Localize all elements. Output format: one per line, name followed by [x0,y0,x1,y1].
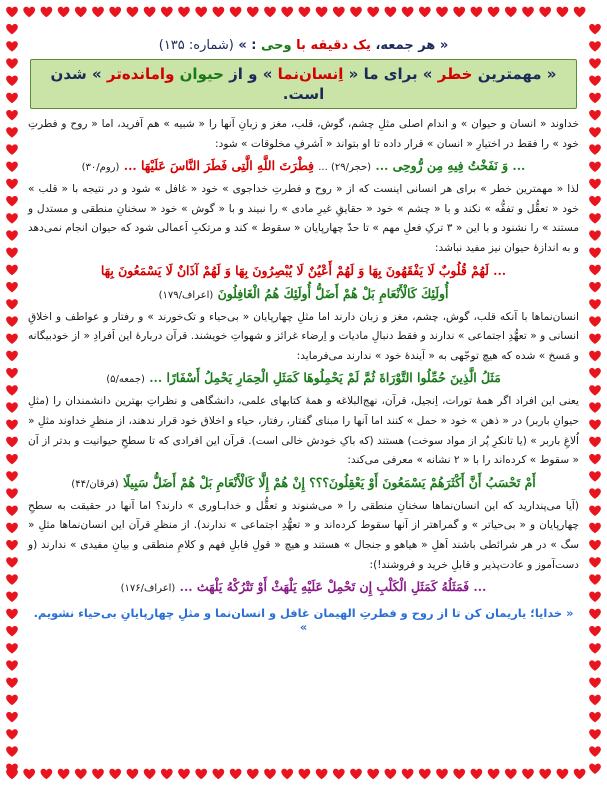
heart-icon [316,769,328,779]
title-lagging: وامانده‌تر [106,65,175,83]
heart-icon [161,7,173,17]
heart-icon [557,7,569,17]
heart-icon [522,769,534,779]
heart-icon [488,7,500,17]
heart-icon [333,769,345,779]
heart-icon [6,506,18,516]
heart-icon [589,678,601,688]
heart-icon [178,769,190,779]
heart-icon [6,93,18,103]
title-box [30,59,577,109]
title-animal: حیوان [179,65,224,83]
heart-icon [6,58,18,68]
heart-icon [6,76,18,86]
ayah-text: ... لَهُمْ قُلُوبٌ لَا يَفْقَهُونَ بِهَا وَ لَهُمْ أَعْيُنٌ لَا يُبْصِرُونَ بِهَا وَ لَهُمْ آذَانٌ لَا يَسْمَعُونَ بِهَا [100,262,507,278]
heart-icon [589,574,601,584]
ayah-5 [28,472,579,496]
heart-icon [367,7,379,17]
heart-icon [589,764,601,774]
heart-icon [589,506,601,516]
heart-icon [589,471,601,481]
heart-icon [6,402,18,412]
heart-icon [522,7,534,17]
heart-icon [589,179,601,189]
heart-icon [6,592,18,602]
ayah-text: فِطْرَتَ اللَّهِ الَّتِى فَطَرَ النَّاسَ عَلَيْهَا ... [123,158,314,174]
heart-icon [264,7,276,17]
header-wahy: وحی [261,38,292,53]
heart-icon [23,769,35,779]
ayah-reference: (جمعه/۵) [106,374,145,386]
heart-icon [589,557,601,567]
heart-icon [589,144,601,154]
heart-icon [6,265,18,275]
heart-icon [6,144,18,154]
ayah-reference: (حجر/۲۹) ... [318,162,372,174]
heart-icon [589,265,601,275]
heart-icon [589,368,601,378]
heart-icon [41,7,53,17]
heart-icon [6,351,18,361]
heart-icon [161,769,173,779]
heart-icon [589,230,601,240]
heart-icon [6,162,18,172]
heart-icon [589,282,601,292]
heart-icon [589,695,601,705]
title-part: » برای ما « [348,65,433,83]
heart-icon [92,7,104,17]
heart-icon [92,769,104,779]
heart-icon [58,769,70,779]
heart-icon [247,7,259,17]
ayah-reference: (اعراف/۱۷۹) [158,289,214,301]
heart-icon [6,729,18,739]
heart-icon [75,7,87,17]
heart-icon [6,248,18,258]
heart-icon [589,41,601,51]
heart-icon [589,488,601,498]
heart-icon [589,351,601,361]
heart-icon [6,282,18,292]
heart-icon [144,7,156,17]
heart-icon [350,7,362,17]
heart-icon [6,24,18,34]
heart-icon [589,24,601,34]
heart-icon [589,420,601,430]
heart-icon [316,7,328,17]
heart-icon [402,769,414,779]
closing-prayer: « خدایا؛ یاریمان کن تا از روح و فطرتِ الهیمان غافل و انسان‌نما و مثلِ چهارپایانِ بی‌حیاء نشویم. » [33,606,574,635]
ayah-text: أَمْ تَحْسَبُ أَنَّ أَكْثَرَهُمْ يَسْمَعُونَ أَوْ يَعْقِلُونَ؟؟؟ إِنْ هُمْ إِلَّا كَالْأَنْعَامِ بَلْ هُمْ أَضَلُّ سَبِيلًا [123,474,536,490]
heart-icon [6,196,18,206]
heart-icon [589,76,601,86]
heart-icon [6,678,18,688]
title-human-like: اِنسان‌نما [277,65,344,83]
heart-icon [589,316,601,326]
heart-icon [109,7,121,17]
heart-icon [6,385,18,395]
heart-icon [557,769,569,779]
heart-icon [6,712,18,722]
heart-icon [589,609,601,619]
heart-icon [589,196,601,206]
heart-icon [436,769,448,779]
heart-icon [230,7,242,17]
heart-icon [127,7,139,17]
ayah-3 [28,283,579,307]
heart-icon [367,769,379,779]
heart-icon [589,213,601,223]
heart-icon [6,41,18,51]
heart-icon [589,523,601,533]
heart-icon [6,574,18,584]
issue-number: (شماره: ۱۳۵) [158,38,234,53]
heart-icon [505,769,517,779]
ayah-reference: (فرقان/۴۴) [71,478,119,490]
heart-icon [350,769,362,779]
ayah-text: ... فَمَثَلُهُ كَمَثَلِ الْكَلْبِ إِن تَحْمِلْ عَلَيْهِ يَلْهَثْ أَوْ تَتْرُكْهُ يَلْهَث ... [179,579,487,595]
heart-icon [23,7,35,17]
heart-icon [6,334,18,344]
heart-icon [195,769,207,779]
heart-icon [6,179,18,189]
heart-icon [589,58,601,68]
heart-icon [6,213,18,223]
heart-icon [589,334,601,344]
heart-icon [488,769,500,779]
heart-icon [6,230,18,240]
ayah-1 [28,155,579,179]
heart-icon [589,729,601,739]
header-highlight: یک دقیقه با [296,38,371,53]
heart-icon [436,7,448,17]
heart-icon [539,7,551,17]
heart-icon [589,110,601,120]
ayah-6 [28,576,579,600]
heart-icon [6,437,18,447]
heart-icon [109,769,121,779]
heart-icon [419,7,431,17]
heart-icon [6,746,18,756]
heart-icon [505,7,517,17]
heart-icon [574,7,586,17]
heart-icon [127,769,139,779]
heart-icon [75,769,87,779]
heart-icon [178,7,190,17]
heart-icon [6,660,18,670]
heart-icon [589,454,601,464]
heart-icon [453,769,465,779]
heart-icon [299,7,311,17]
heart-icon [299,769,311,779]
heart-icon [589,660,601,670]
heart-icon [58,7,70,17]
heart-icon [6,540,18,550]
heart-icon [6,368,18,378]
heart-icon [6,643,18,653]
heart-icon [6,420,18,430]
header [28,38,579,53]
heart-icon [589,385,601,395]
ayah-reference: (روم/۳۰) [81,162,120,174]
heart-icon [589,592,601,602]
heart-icon [213,769,225,779]
heart-icon [6,454,18,464]
heart-icon [213,7,225,17]
heart-icon [247,769,259,779]
heart-icon [6,299,18,309]
heart-icon [144,769,156,779]
paragraph-2: لذا « مهمترین خطر » برای هر انسانی اینست که از « روح و فطرتِ خداجوی » خود « غافل » شود و در نتیجه با « قلب » خود « تعقُّل و تفقُّه » نکند و با « چشم » خود « حقایقِ غیرِ مادی » را نبیند و با « گوش » خود « سخنانِ منطقی و مستدل و مستند » را نشنود و با این « ۳ ترکِ فعلِ مهم » تا حدّ چهارپایان « سقوط » کند و مرتکبِ اَعمالی شود که حیوان انجام نمی‌دهد و به اندازۀ حیوان نیز مفید نباشد: [28,183,579,254]
heart-icon [6,471,18,481]
header-text: « هر جمعه، [375,38,449,53]
heart-icon [264,769,276,779]
heart-icon [6,488,18,498]
ayah-reference: (اعراف/۱۷۶) [120,583,176,595]
header-colon: : » [238,38,257,53]
title-part: « مهمترین [477,65,557,83]
heart-icon [419,769,431,779]
heart-icon [589,746,601,756]
title-part: » و از [229,65,273,83]
heart-icon [6,609,18,619]
ayah-text: ... وَ نَفَخْتُ فِيهِ مِن رُّوحِى ... [375,158,526,174]
heart-icon [589,93,601,103]
heart-icon [230,769,242,779]
heart-icon [589,626,601,636]
ayah-text: مَثَلُ الَّذِينَ حُمِّلُوا التَّوْرَاةَ ثُمَّ لَمْ يَحْمِلُوهَا كَمَثَلِ الْحِمَارِ يَحْمِلُ أَسْفَارًا ... [149,370,501,386]
paragraph-4: یعنی این افراد اگر همۀ تورات، اِنجیل، قرآن، نهج‌البلاغه و همۀ کتابهای علمی، دانشگاهی و نظراتِ بهترین دانشمندان را (مثلِ حیوانِ باربر) در « ذهن » خود « حمل » کنند اما آنها را مبنای گفتار، رفتار، حیاء و اخلاق خود قرار ندهند، از منظرِ خداوند مثلِ « اُلاغِ باربر » (یا تانکرِ پُر از مواد سوخت) هستند (که باکِ خودش خالی است). قرآن این افرادی که تا سطحِ حیوانیت و بدتر از آن « سقوط » کرده‌اند را با « ۲ نشانه » معرفی می‌کند: [28,395,579,467]
heart-icon [6,316,18,326]
heart-icon [589,712,601,722]
heart-icon [589,437,601,447]
paragraph-5: (آیا می‌پندارید که این انسان‌نماها سخنانِ منطقی را « می‌شنوند و تعقُّل و خدابـاوری » دارند؟ اما آنها در حقیقت به سطحِ چهارپایان و « بی‌حیاتر » و گمراهتر از آنها سقوط کرده‌اند و « تعهُّدِ اجتماعی » ندارند). از منظرِ قرآن این انسان‌نماها مثلِ « سگ » در هر شرائطی باشند اَهلِ « هیاهو و جنجال » هستند و هیچ « قولِ قابلِ فهم و کلامِ منطقی و بیانِ مفیدی » ندارند (و دست‌آموز و عادت‌پذیر و قابلِ خرید و فروشند!): [28,499,579,571]
heart-icon [589,643,601,653]
heart-icon [6,523,18,533]
heart-icon [402,7,414,17]
heart-icon [195,7,207,17]
content-frame [26,28,581,762]
heart-icon [6,557,18,567]
heart-icon [589,127,601,137]
heart-icon [589,540,601,550]
paragraph-3: انسان‌نماها با آنکه قلب، گوش، چشم، مغز و زبان دارند اما مثلِ چهارپایان « بی‌حیاء و تک‌خورند » و رفتار و عواطف و اخلاقِ انسانی و « تعهُّدِ اجتماعی » ندارند و فقط دنبالِ مادیات و اِرضاء غرائز و شهواتِ خویشند. قرآن دربارۀ این اَفرادِ « از خودبیگانه و مَسخ » شده که هیچ توجّهی به « آیندۀ خود » ندارند می‌فرماید: [28,310,579,362]
heart-icon [471,769,483,779]
title-danger: خطر [437,65,473,83]
ayah-4 [28,367,579,391]
heart-icon [281,769,293,779]
heart-icon [41,769,53,779]
heart-icon [589,402,601,412]
heart-icon [453,7,465,17]
heart-icon [385,7,397,17]
heart-icon [281,7,293,17]
heart-icon [589,299,601,309]
heart-icon [6,695,18,705]
heart-icon [6,626,18,636]
heart-icon [589,162,601,172]
ayah-2 [28,260,579,282]
heart-icon [539,769,551,779]
heart-icon [385,769,397,779]
heart-icon [6,7,18,17]
heart-icon [574,769,586,779]
ayah-text: أُولَئِكَ كَالْأَنْعَامِ بَلْ هُمْ أَضَلُّ أُولَئِكَ هُمُ الْغَافِلُونَ [217,285,449,301]
heart-icon [589,248,601,258]
heart-icon [6,127,18,137]
heart-icon [6,110,18,120]
heart-icon [471,7,483,17]
title-part: » شدن است. [50,65,325,103]
heart-icon [333,7,345,17]
paragraph-1: خداوند « انسان و حیوان » و اندام اصلی مثلِ چشم، گوش، قلب، مغز و زبانِ آنها را « شبیه » هم آفرید، اما « روح و فطرتِ خود » را فقط در اختیارِ « انسان » قرار داده تا او بتواند « اَشرفِ مخلوقات » شود: [28,118,579,150]
